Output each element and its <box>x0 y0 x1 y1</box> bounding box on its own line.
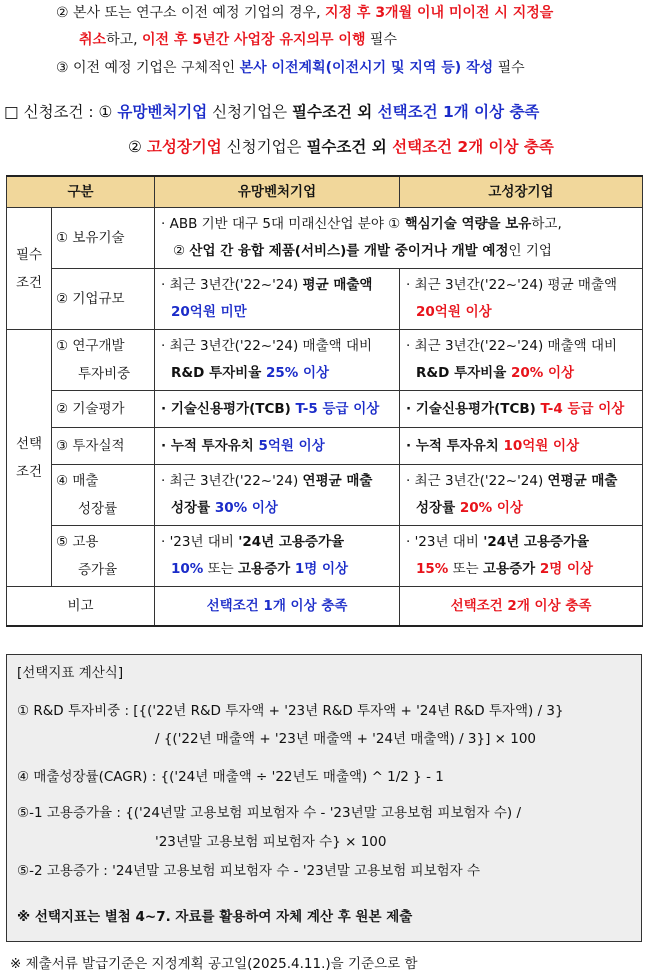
formula-emp-count: ⑤-2 고용증가 : '24년말 고용보험 피보험자 수 - '23년말 고용보험 피보험자 수 <box>17 863 481 879</box>
note-relocation-plan: ③ 이전 예정 기업은 구체적인 본사 이전계획(이전시기 및 지역 등) 작성 필수 <box>56 60 525 76</box>
emp-venture: · '23년 대비 '24년 고용증가율 10% 또는 고용증가 1명 이상 <box>155 526 400 587</box>
remark-label: 비고 <box>7 587 155 627</box>
invest-venture: · 누적 투자유치 5억원 이상 <box>155 428 400 465</box>
row-label-rnd: ① 연구개발 투자비중 <box>52 330 155 391</box>
required-group-label: 필수 조건 <box>7 208 52 330</box>
formula-cagr: ④ 매출성장률(CAGR) : {('24년 매출액 ÷ '22년도 매출액) ^ 1/2 } - 1 <box>17 769 444 785</box>
table-header-row <box>7 176 643 208</box>
tech-requirement: · ABB 기반 대구 5대 미래신산업 분야 ① 핵심기술 역량을 보유하고, ② 산업 간 융합 제품(서비스)를 개발 중이거나 개발 예정인 기업 <box>155 208 643 269</box>
note-relocation-cont: 취소하고, 이전 후 5년간 사업장 유지의무 이행 필수 <box>79 32 397 48</box>
formula-emp-rate-cont: '23년말 고용보험 피보험자 수} × 100 <box>155 834 387 850</box>
row-label-emp: ⑤ 고용 증가율 <box>52 526 155 587</box>
table-row <box>7 208 643 269</box>
rnd-venture: · 최근 3년간('22~'24) 매출액 대비 R&D 투자비율 25% 이상 <box>155 330 400 391</box>
sales-venture: · 최근 3년간('22~'24) 연평균 매출 성장률 30% 이상 <box>155 465 400 526</box>
formula-note: ※ 선택지표는 별첨 4~7. 자료를 활용하여 자체 계산 후 원본 제출 <box>17 909 413 925</box>
eval-growth: · 기술신용평가(TCB) T-4 등급 이상 <box>400 391 643 428</box>
invest-growth: · 누적 투자유치 10억원 이상 <box>400 428 643 465</box>
criteria-table <box>6 175 643 627</box>
table-row <box>7 269 643 330</box>
header-venture: 유망벤처기업 <box>155 176 400 208</box>
rnd-growth: · 최근 3년간('22~'24) 매출액 대비 R&D 투자비율 20% 이상 <box>400 330 643 391</box>
remark-venture: 선택조건 1개 이상 충족 <box>155 587 400 627</box>
formula-emp-rate: ⑤-1 고용증가율 : {('24년말 고용보험 피보험자 수 - '23년말 고용보험 피보험자 수) / <box>17 805 522 821</box>
row-label-size: ② 기업규모 <box>52 269 155 330</box>
row-label-eval: ② 기술평가 <box>52 391 155 428</box>
apply-condition-venture: □ 신청조건 : ① 유망벤처기업 신청기업은 필수조건 외 선택조건 1개 이상 충족 <box>4 103 540 121</box>
formula-rnd-cont: / {('22년 매출액 + '23년 매출액 + '24년 매출액) / 3}] × 100 <box>155 731 537 747</box>
note-relocation: ② 본사 또는 연구소 이전 예정 기업의 경우, 지정 후 3개월 이내 미이전 시 지정을 <box>56 5 554 21</box>
table-row <box>7 465 643 526</box>
eval-venture: · 기술신용평가(TCB) T-5 등급 이상 <box>155 391 400 428</box>
sales-growth: · 최근 3년간('22~'24) 연평균 매출 성장률 20% 이상 <box>400 465 643 526</box>
table-row <box>7 391 643 428</box>
row-label-sales: ④ 매출 성장률 <box>52 465 155 526</box>
row-label-tech: ① 보유기술 <box>52 208 155 269</box>
header-category: 구분 <box>7 176 155 208</box>
remark-growth: 선택조건 2개 이상 충족 <box>400 587 643 627</box>
checkbox-square-icon: □ <box>4 103 19 121</box>
apply-condition-growth: ② 고성장기업 신청기업은 필수조건 외 선택조건 2개 이상 충족 <box>128 138 554 156</box>
table-row <box>7 526 643 587</box>
row-label-invest: ③ 투자실적 <box>52 428 155 465</box>
formula-title: [선택지표 계산식] <box>17 665 124 681</box>
table-row-remark <box>7 587 643 627</box>
footer-note: ※ 제출서류 발급기준은 지정계획 공고일(2025.4.11.)을 기준으로 함 <box>10 956 418 972</box>
table-row <box>7 428 643 465</box>
size-venture: · 최근 3년간('22~'24) 평균 매출액 20억원 미만 <box>155 269 400 330</box>
size-growth: · 최근 3년간('22~'24) 평균 매출액 20억원 이상 <box>400 269 643 330</box>
select-group-label: 선택 조건 <box>7 330 52 587</box>
table-row <box>7 330 643 391</box>
formula-rnd: ① R&D 투자비중 : [{('22년 R&D 투자액 + '23년 R&D 투자액 + '24년 R&D 투자액) / 3} <box>17 703 564 719</box>
header-growth: 고성장기업 <box>400 176 643 208</box>
emp-growth: · '23년 대비 '24년 고용증가율 15% 또는 고용증가 2명 이상 <box>400 526 643 587</box>
formula-box <box>6 654 642 942</box>
